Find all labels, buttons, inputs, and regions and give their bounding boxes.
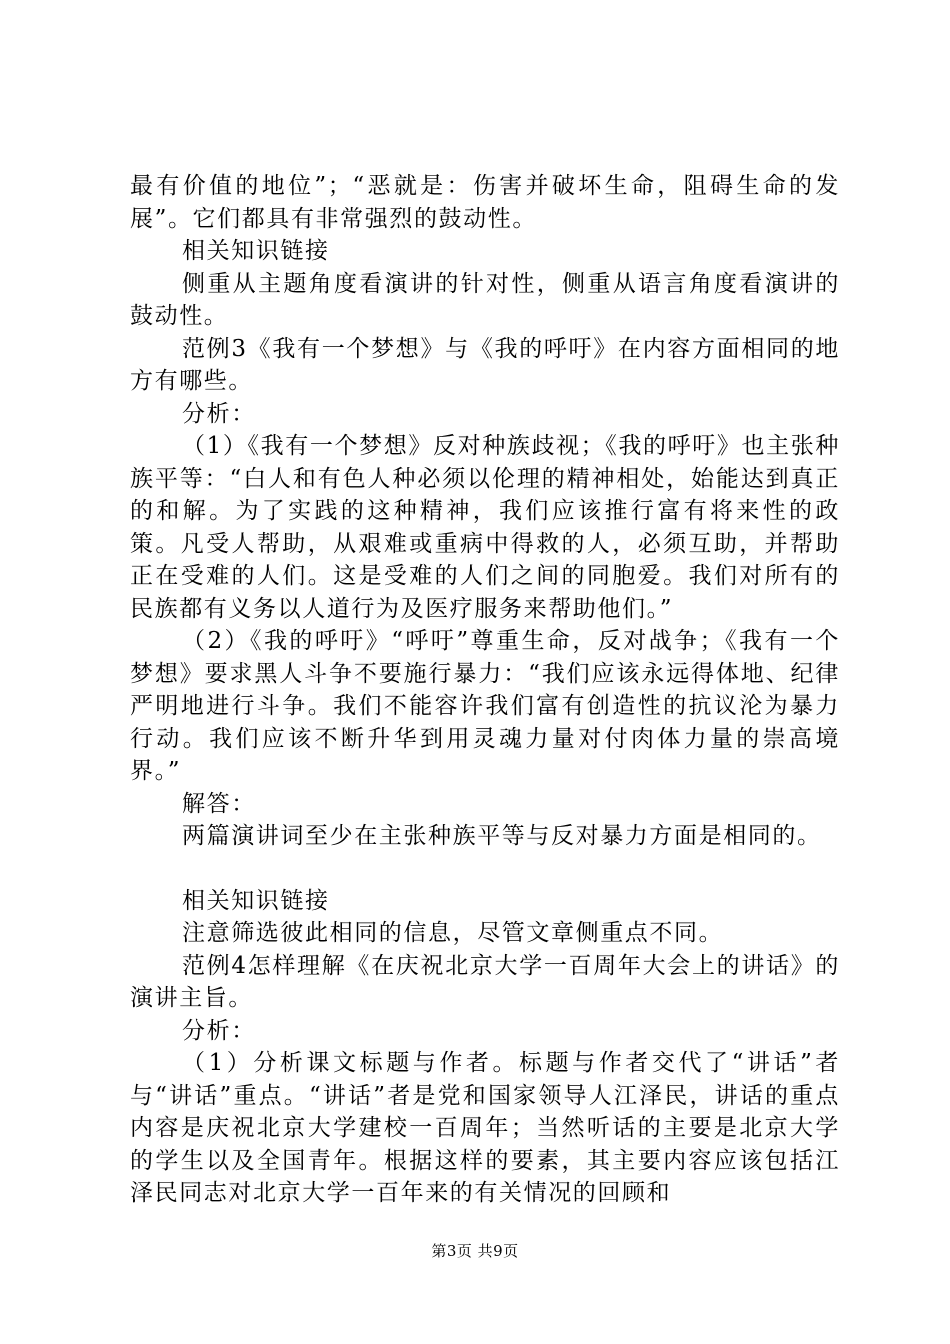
paragraph: 最有价值的地位”；“恶就是：伤害并破坏生命，阻碍生命的发展”。它们都具有非常强烈的鼓动性。	[130, 173, 840, 232]
paragraph-gap	[130, 853, 840, 885]
paragraph: （1）《我有一个梦想》反对种族歧视；《我的呼吁》也主张种族平等：“白人和有色人种必须以伦理的精神相处，始能达到真正的和解。为了实践的这种精神，我们应该推行富有将来性的政策。凡受人帮助，从艰难或重病中得救的人，必须互助，并帮助正在受难的人们。这是受难的人们之间的同胞爱。我们对所有的民族都有义务以人道行为及医疗服务来帮助他们。”	[130, 433, 840, 622]
page-number: 第3页 共9页	[431, 1242, 519, 1260]
example-question: 范例4怎样理解《在庆祝北京大学一百周年大会上的讲话》的演讲主旨。	[130, 952, 840, 1011]
example-question: 范例3《我有一个梦想》与《我的呼吁》在内容方面相同的地方有哪些。	[130, 335, 840, 394]
section-heading: 相关知识链接	[182, 238, 330, 264]
paragraph: 注意筛选彼此相同的信息，尽管文章侧重点不同。	[182, 920, 724, 946]
paragraph: 两篇演讲词至少在主张种族平等与反对暴力方面是相同的。	[182, 823, 822, 849]
paragraph: （2）《我的呼吁》“呼吁”尊重生命，反对战争；《我有一个梦想》要求黑人斗争不要施行暴力：“我们应该永远得体地、纪律严明地进行斗争。我们不能容许我们富有创造性的抗议沦为暴力行动。我们应该不断升华到用灵魂力量对付肉体力量的崇高境界。”	[130, 628, 840, 784]
paragraph: （1）分析课文标题与作者。标题与作者交代了“讲话”者与“讲话”重点。“讲话”者是党和国家领导人江泽民，讲话的重点内容是庆祝北京大学建校一百周年；当然听话的主要是北京大学的学生以及全国青年。根据这样的要素，其主要内容应该包括江泽民同志对北京大学一百年来的有关情况的回顾和	[130, 1050, 840, 1206]
analysis-label: 分析：	[182, 1017, 256, 1044]
document-body	[130, 170, 840, 1210]
paragraph: 侧重从主题角度看演讲的针对性，侧重从语言角度看演讲的鼓动性。	[130, 270, 840, 329]
analysis-label: 分析：	[182, 400, 256, 427]
section-heading: 相关知识链接	[182, 887, 330, 914]
answer-label: 解答：	[182, 790, 256, 817]
